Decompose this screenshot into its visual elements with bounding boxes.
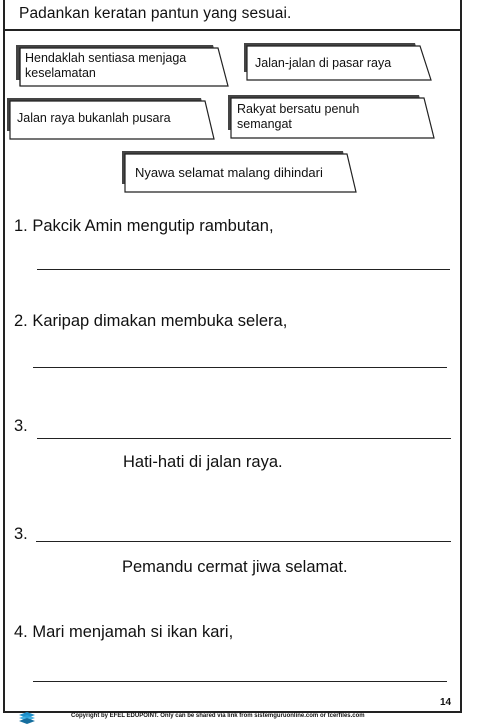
answer-card-4[interactable]	[227, 94, 437, 140]
answer-card-text: Jalan raya bukanlah pusara	[17, 111, 171, 125]
instruction-text: Padankan keratan pantun yang sesuai.	[19, 5, 292, 22]
question-3b-answer-line[interactable]	[36, 541, 451, 542]
question-3b-label: 3.	[14, 525, 28, 543]
question-3a-label: 3.	[14, 417, 28, 435]
page-number: 14	[440, 697, 452, 708]
question-1-label: 1. Pakcik Amin mengutip rambutan,	[14, 217, 274, 235]
question-3b-given-line: Pemandu cermat jiwa selamat.	[122, 558, 348, 576]
answer-card-3[interactable]	[6, 97, 216, 141]
question-1-answer-line[interactable]	[37, 269, 450, 270]
footer	[0, 711, 478, 728]
answer-card-2[interactable]	[243, 42, 435, 82]
answer-card-5[interactable]	[121, 150, 358, 194]
copyright-notice: Copyright by EFEL EDUPOINT. Only can be shared via link from sistemguruonline.com or tcerfiles.com	[71, 713, 365, 719]
answer-card-text: Nyawa selamat malang dihindari	[135, 165, 323, 180]
question-3a-answer-line[interactable]	[37, 438, 451, 439]
question-3a-given-line: Hati-hati di jalan raya.	[123, 453, 283, 471]
instruction-bar	[3, 0, 462, 31]
answer-card-1[interactable]	[13, 44, 228, 90]
answer-card-text: Hendaklah sentiasa menjaga keselamatan	[25, 51, 187, 80]
question-4-label: 4. Mari menjamah si ikan kari,	[14, 623, 234, 641]
stacked-books-icon	[18, 711, 36, 728]
answer-card-text: Rakyat bersatu penuh semangat	[237, 102, 360, 131]
question-2-answer-line[interactable]	[33, 367, 447, 368]
question-2-label: 2. Karipap dimakan membuka selera,	[14, 312, 288, 330]
answer-card-text: Jalan-jalan di pasar raya	[255, 56, 392, 70]
question-4-answer-line[interactable]	[33, 681, 447, 682]
